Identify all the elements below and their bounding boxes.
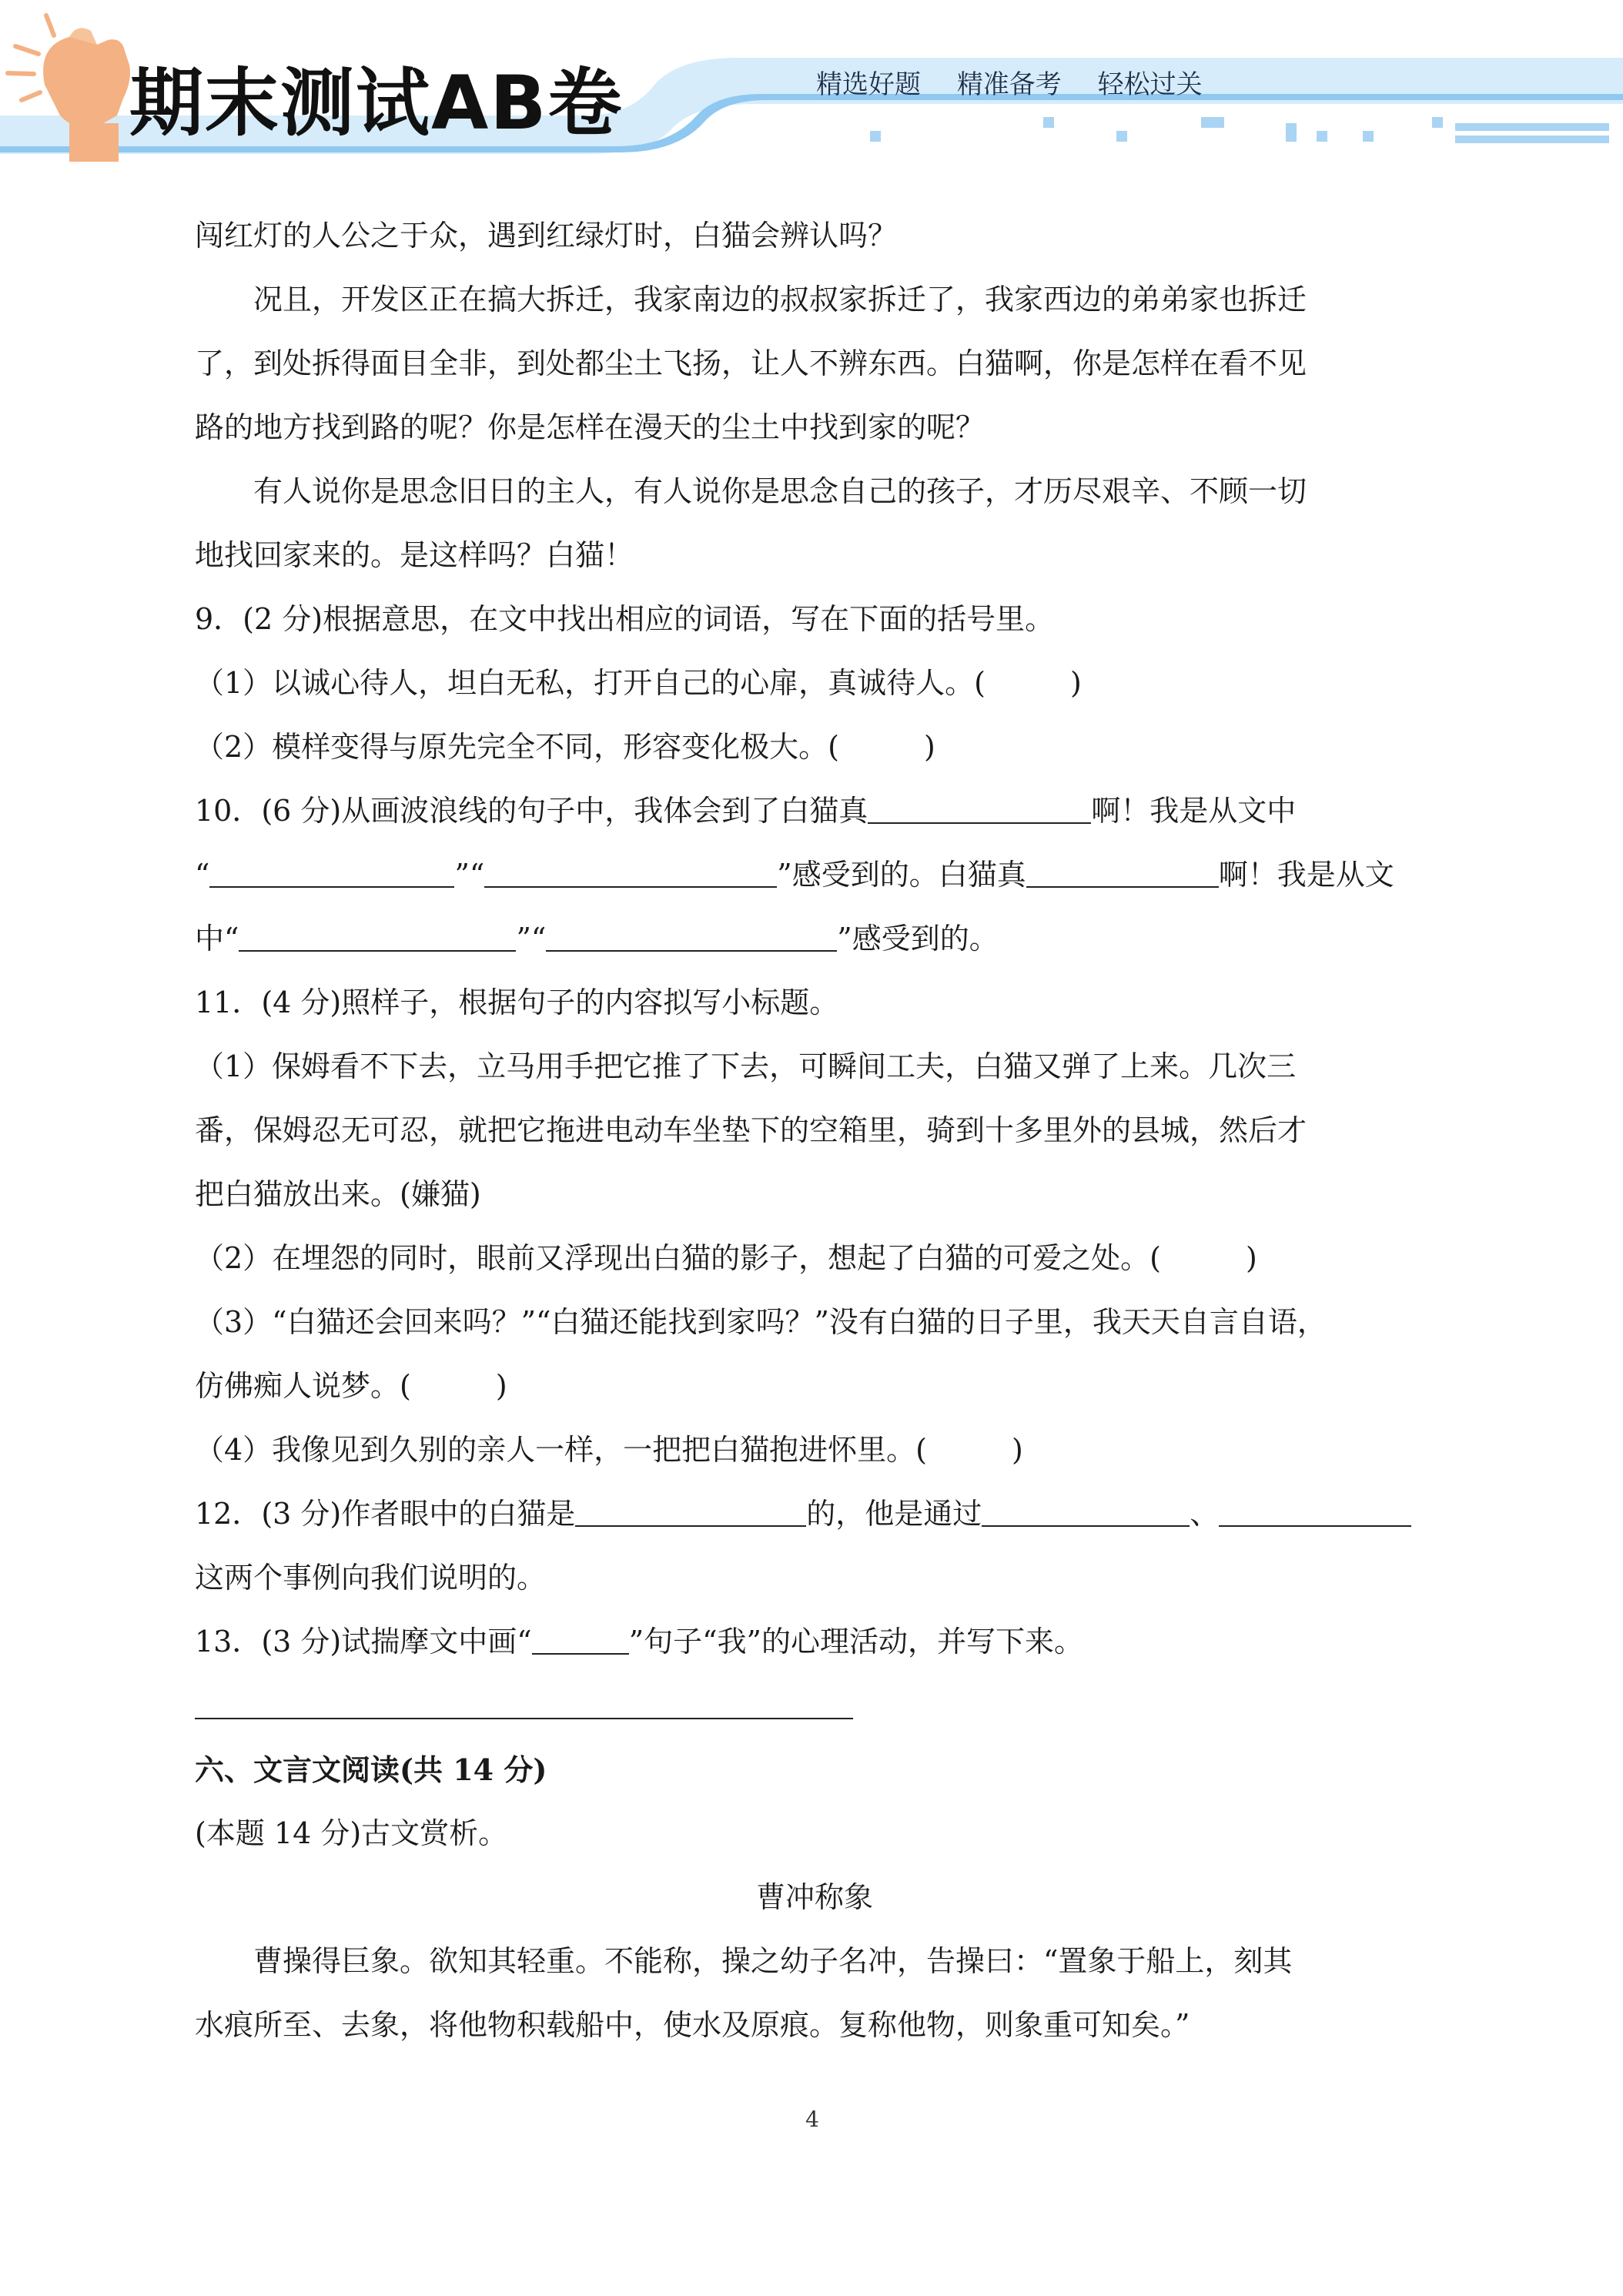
slogan-1: 精选好题 — [816, 69, 921, 100]
question-10-line3: 中“ ”“ ”感受到的。 — [195, 907, 1434, 971]
classical-text-title: 曹冲称象 — [755, 1880, 873, 1914]
question-9: 9．(2 分)根据意思，在文中找出相应的词语，写在下面的括号里。 — [195, 602, 1055, 636]
question-11-4: （4）我像见到久别的亲人一样，一把把白猫抱进怀里。( ) — [195, 1433, 1023, 1467]
question-11: 11．(4 分)照样子，根据句子的内容拟写小标题。 — [195, 986, 839, 1019]
question-9-2: （2）模样变得与原先完全不同，形容变化极大。( ) — [195, 730, 935, 764]
question-11-2: （2）在埋怨的同时，眼前又浮现出白猫的影子，想起了白猫的可爱之处。( ) — [195, 1241, 1257, 1275]
answer-blank — [532, 1613, 629, 1655]
question-10-line2: “ ”“ ”感受到的。白猫真 啊！我是从文 — [195, 843, 1434, 907]
answer-blank[interactable] — [1219, 1485, 1411, 1527]
passage-line: 路的地方找到路的呢？你是怎样在漫天的尘土中找到家的呢？ — [195, 410, 986, 444]
answer-blank[interactable] — [575, 1485, 806, 1527]
answer-blank[interactable] — [209, 846, 454, 888]
page-header — [0, 0, 1623, 162]
answer-blank[interactable] — [546, 910, 837, 952]
answer-line[interactable] — [195, 1674, 1434, 1738]
brand-title: 期末测试AB卷 — [129, 60, 624, 146]
classical-text-line: 曹操得巨象。欲知其轻重。不能称，操之幼子名冲，告操曰：“置象于船上，刻其 — [253, 1944, 1293, 1978]
passage-line: 地找回家来的。是这样吗？白猫！ — [195, 538, 634, 572]
passage-line: 有人说你是思念旧日的主人，有人说你是思念自己的孩子，才历尽艰辛、不顾一切 — [253, 474, 1307, 508]
question-11-3: 仿佛痴人说梦。( ) — [195, 1369, 507, 1403]
question-11-3: （3）“白猫还会回来吗？”“白猫还能找到家吗？”没有白猫的日子里，我天天自言自语， — [195, 1305, 1327, 1339]
passage-line: 况且，开发区正在搞大拆迁，我家南边的叔叔家拆迁了，我家西边的弟弟家也拆迁 — [253, 283, 1307, 316]
header-slogan — [816, 63, 1230, 101]
passage-line: 闯红灯的人公之于众，遇到红绿灯时，白猫会辨认吗？ — [195, 219, 898, 253]
page-number: 4 — [805, 2107, 819, 2132]
slogan-2: 精准备考 — [956, 69, 1062, 100]
question-9-1: （1）以诚心待人，坦白无私，打开自己的心扉，真诚待人。( ) — [195, 666, 1082, 700]
answer-blank[interactable] — [868, 782, 1091, 824]
question-10: 10．(6 分)从画波浪线的句子中，我体会到了白猫真 啊！我是从文中 — [195, 779, 1434, 843]
page-content — [195, 204, 1434, 2057]
section-heading: 六、文言文阅读(共 14 分) — [195, 1752, 547, 1787]
answer-blank[interactable] — [982, 1485, 1190, 1527]
passage-line: 了，到处拆得面目全非，到处都尘土飞扬，让人不辨东西。白猫啊，你是怎样在看不见 — [195, 346, 1307, 380]
question-12: 12．(3 分)作者眼中的白猫是 的，他是通过 、 — [195, 1482, 1434, 1546]
question-12-line2: 这两个事例向我们说明的。 — [195, 1561, 547, 1595]
question-11-1: 番，保姆忍无可忍，就把它拖进电动车坐垫下的空箱里，骑到十多里外的县城，然后才 — [195, 1113, 1307, 1147]
answer-blank[interactable] — [239, 910, 516, 952]
section-intro: (本题 14 分)古文赏析。 — [195, 1816, 508, 1850]
answer-blank[interactable] — [1026, 846, 1219, 888]
classical-text-line: 水痕所至、去象，将他物积载船中，使水及原痕。复称他物，则象重可知矣。” — [195, 2008, 1190, 2042]
question-13: 13．(3 分)试揣摩文中画“ ”句子“我”的心理活动，并写下来。 — [195, 1610, 1434, 1674]
question-11-1: （1）保姆看不下去，立马用手把它推了下去，可瞬间工夫，白猫又弹了上来。几次三 — [195, 1049, 1297, 1083]
answer-blank[interactable] — [484, 846, 777, 888]
question-11-1: 把白猫放出来。(嫌猫) — [195, 1177, 481, 1211]
slogan-3: 轻松过关 — [1097, 69, 1203, 100]
